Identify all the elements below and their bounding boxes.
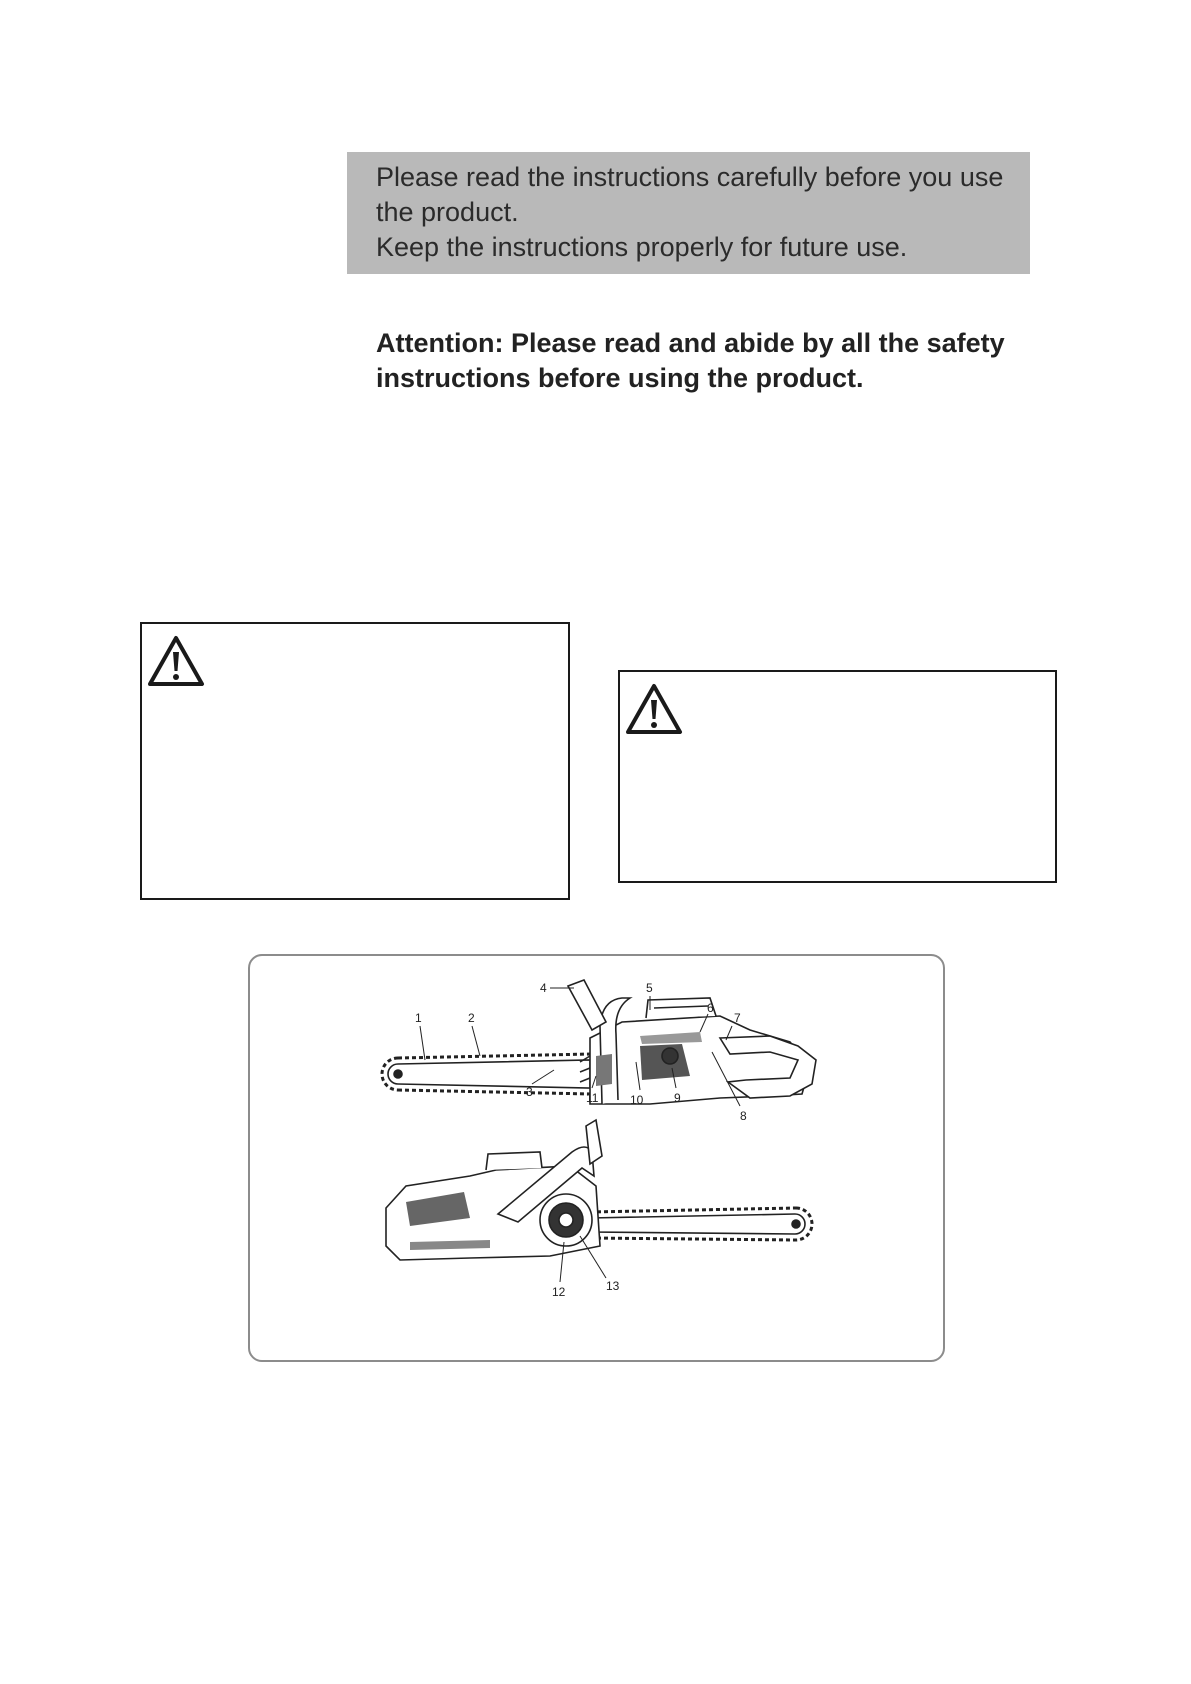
callout-4: 4 (540, 981, 547, 995)
callout-2: 2 (468, 1011, 475, 1025)
notice-line-1: Please read the instructions carefully before you use (376, 162, 1004, 192)
callout-9: 9 (674, 1091, 681, 1105)
warning-triangle-icon (146, 634, 206, 688)
chainsaw-parts-diagram (248, 954, 945, 1362)
callout-3: 3 (526, 1085, 533, 1099)
attention-line-2: instructions before using the product. (376, 363, 864, 393)
notice-line-2: the product. (376, 197, 519, 227)
warning-box-right (618, 670, 1057, 883)
callout-1: 1 (415, 1011, 422, 1025)
attention-statement (376, 326, 1036, 396)
callout-11: 11 (586, 1091, 599, 1105)
callout-12: 12 (552, 1285, 566, 1299)
notice-line-3: Keep the instructions properly for future use. (376, 232, 908, 262)
callout-13: 13 (606, 1279, 620, 1293)
chainsaw-side-view-top (382, 980, 816, 1104)
chainsaw-illustration (250, 956, 943, 1360)
callout-8: 8 (740, 1109, 747, 1123)
callout-6: 6 (707, 1001, 714, 1015)
read-instructions-notice (347, 152, 1030, 274)
callout-10: 10 (630, 1093, 644, 1107)
attention-line-1: Attention: Please read and abide by all the safety (376, 328, 1005, 358)
warning-triangle-icon (624, 682, 684, 736)
callout-5: 5 (646, 981, 653, 995)
callout-7: 7 (734, 1011, 741, 1025)
chainsaw-side-view-bottom (386, 1120, 812, 1260)
warning-box-left (140, 622, 570, 900)
